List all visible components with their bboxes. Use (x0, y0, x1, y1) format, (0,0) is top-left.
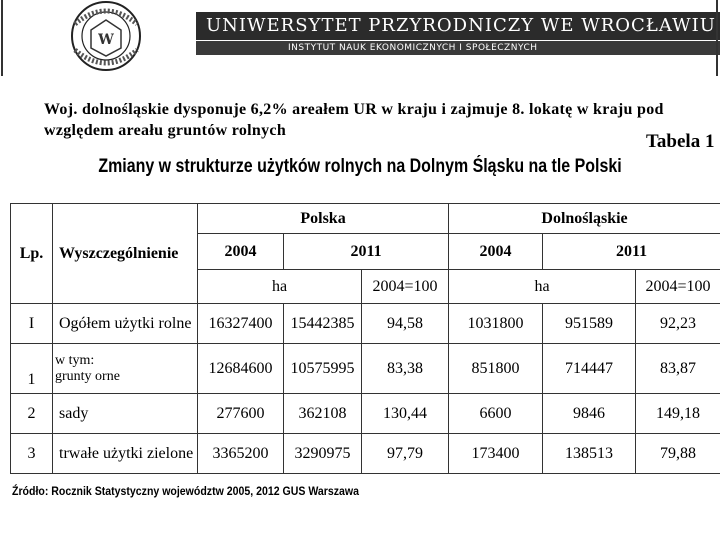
row-name-prefix: w tym: (55, 352, 95, 368)
table-title: Zmiany w strukturze użytków rolnych na Dolnym Śląsku na tle Polski (98, 156, 622, 177)
intro-text: Woj. dolnośląskie dysponuje 6,2% areałem UR w kraju i zajmuje 8. lokatę w kraju pod względem areału gruntów rolnych (44, 101, 664, 139)
left-rule (1, 0, 3, 76)
row-name (53, 344, 198, 394)
cell-value: 9846 (543, 394, 636, 434)
header (0, 0, 720, 76)
source-note: Źródło: Rocznik Statystyczny województw 2005, 2012 GUS Warszawa (12, 484, 360, 498)
cell-value: 277600 (198, 394, 284, 434)
cell-value: 951589 (543, 304, 636, 344)
cell-value: 3290975 (284, 434, 362, 474)
year-header: 2011 (543, 234, 720, 270)
right-rule (716, 0, 718, 76)
cell-value: 94,58 (362, 304, 449, 344)
cell-value: 97,79 (362, 434, 449, 474)
cell-value: 138513 (543, 434, 636, 474)
cell-value: 16327400 (198, 304, 284, 344)
cell-value: 714447 (543, 344, 636, 394)
row-lp: 2 (11, 394, 53, 434)
row-lp: 1 (11, 344, 53, 394)
data-table (10, 203, 720, 474)
university-seal-icon (55, 0, 158, 72)
year-header: 2004 (198, 234, 284, 270)
table-row (11, 304, 720, 344)
cell-value: 79,88 (636, 434, 720, 474)
cell-value: 3365200 (198, 434, 284, 474)
group-dolnoslaskie: Dolnośląskie (449, 204, 720, 234)
row-lp: 3 (11, 434, 53, 474)
cell-value: 83,38 (362, 344, 449, 394)
cell-value: 10575995 (284, 344, 362, 394)
cell-value: 83,87 (636, 344, 720, 394)
cell-value: 362108 (284, 394, 362, 434)
row-name-label: grunty orne (55, 368, 120, 384)
year-header: 2004 (449, 234, 543, 270)
cell-value: 15442385 (284, 304, 362, 344)
svg-text:W: W (98, 32, 114, 48)
unit-header: ha (198, 270, 362, 304)
unit-header: ha (449, 270, 636, 304)
col-desc-header: Wyszczególnienie (53, 204, 198, 304)
university-name: UNIWERSYTET PRZYRODNICZY WE WROCŁAWIU (196, 12, 720, 40)
cell-value: 851800 (449, 344, 543, 394)
col-lp-header: Lp. (11, 204, 53, 304)
unit-header: 2004=100 (636, 270, 720, 304)
cell-value: 173400 (449, 434, 543, 474)
cell-value: 6600 (449, 394, 543, 434)
table-row (11, 434, 720, 474)
table-row (11, 394, 720, 434)
cell-value: 12684600 (198, 344, 284, 394)
cell-value: 130,44 (362, 394, 449, 434)
unit-header: 2004=100 (362, 270, 449, 304)
row-name: trwałe użytki zielone (53, 434, 198, 474)
row-lp: I (11, 304, 53, 344)
row-name: Ogółem użytki rolne (53, 304, 198, 344)
table-row (11, 344, 720, 394)
cell-value: 1031800 (449, 304, 543, 344)
cell-value: 149,18 (636, 394, 720, 434)
cell-value: 92,23 (636, 304, 720, 344)
tabela-label: Tabela 1 (646, 131, 715, 152)
institute-name: INSTYTUT NAUK EKONOMICZNYCH I SPOŁECZNYCH (196, 41, 720, 55)
row-name: sady (53, 394, 198, 434)
year-header: 2011 (284, 234, 449, 270)
group-polska: Polska (198, 204, 449, 234)
